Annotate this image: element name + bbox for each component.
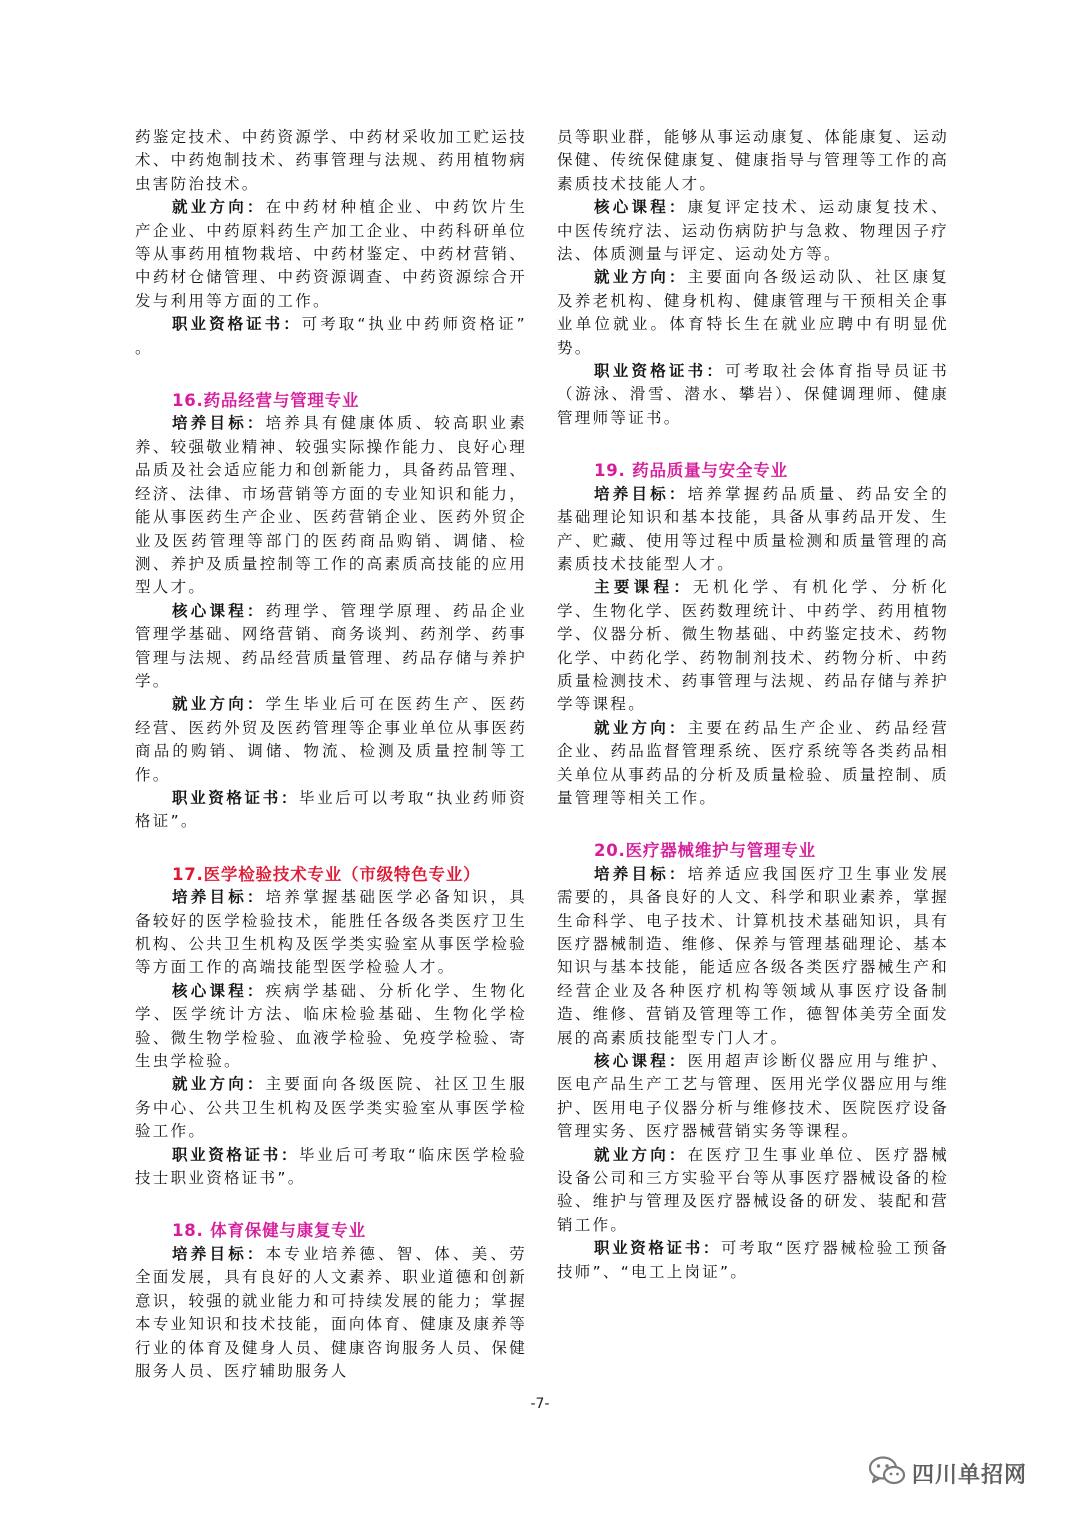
field-label: 培养目标： (172, 414, 266, 433)
section-heading-18: 18. 体育保健与康复专业 (172, 1221, 366, 1241)
field-label: 培养目标： (172, 888, 266, 907)
field-label: 职业资格证书： (594, 1239, 721, 1258)
paragraph-text: 药鉴定技术、中药资源学、中药材采收加工贮运技术、中药炮制技术、药事管理与法规、药用植物病虫害防治技术。 (135, 128, 527, 193)
field-label: 核心课程： (172, 981, 266, 1000)
employment-paragraph: 就业方向：主要在药品生产企业、药品经营企业、药品监督管理系统、医疗系统等各类药品相关单位从事药品的分析及质量检验、质量控制、质量管理等相关工作。 (557, 718, 949, 807)
field-label: 职业资格证书： (172, 788, 299, 807)
employment-paragraph: 就业方向：学生毕业后可在医药生产、医药经营、医药外贸及医药管理等企事业单位从事医药商品的购销、调储、物流、检测及质量控制等工作。 (135, 695, 527, 784)
certificate-paragraph: 职业资格证书：可考取“执业中药师资格证” 。 (135, 315, 527, 357)
field-label: 就业方向： (172, 695, 266, 714)
course-paragraph: 核心课程：疾病学基础、分析化学、生物化学、医学统计方法、临床检验基础、生物化学检验、微生物学检验、血液学检验、免疫学检验、寄生虫学检验。 (135, 981, 527, 1071)
section-heading-20: 20.医疗器械维护与管理专业 (594, 841, 816, 861)
field-label: 培养目标： (594, 864, 688, 883)
field-label: 核心课程： (172, 601, 266, 620)
field-label: 职业资格证书： (172, 1145, 299, 1164)
field-label: 就业方向： (594, 1145, 688, 1164)
field-label: 培养目标： (172, 1244, 266, 1263)
paragraph-text: 员等职业群，能够从事运动康复、体能康复、运动保健、传统保健康复、健康指导与管理等工作的高素质技术技能人才。 (557, 128, 949, 193)
section-heading-19: 19. 药品质量与安全专业 (594, 461, 788, 481)
goal-paragraph: 培养目标：培养适应我国医疗卫生事业发展需要的，具备良好的人文、科学和职业素养，掌握生命科学、电子技术、计算机技术基础知识，具有医疗器械制造、维修、保养与管理基础理论、基本知识与基本技能，能适应各级各类医疗器械生产和经营企业及各种医疗机构等领域从事医疗设备制造、维修、营销及管理等工作，德智体美劳全面发展的高素质技能型专门人才。 (557, 864, 949, 1047)
field-label: 职业资格证书： (594, 362, 726, 381)
left-column (135, 126, 527, 1383)
certificate-paragraph: 职业资格证书：可考取“医疗器械检验工预备技师”、“电工上岗证”。 (557, 1239, 949, 1281)
right-column (557, 126, 949, 1284)
field-label: 就业方向： (172, 198, 266, 217)
field-label: 就业方向： (594, 268, 688, 287)
wechat-icon (868, 1455, 906, 1491)
certificate-paragraph: 职业资格证书：毕业后可考取“临床医学检验技士职业资格证书”。 (135, 1145, 527, 1188)
field-label: 职业资格证书： (172, 315, 302, 334)
employment-paragraph: 就业方向：主要面向各级医院、社区卫生服务中心、公共卫生机构及医学类实验室从事医学检验工作。 (135, 1075, 527, 1141)
course-paragraph: 主要课程：无机化学、有机化学、分析化学、生物化学、医药数理统计、中药学、药用植物学、仪器分析、微生物基础、中药鉴定技术、药物化学、中药化学、药物制剂技术、药物分析、中药质量检测技术、药事管理与法规、药品存储与养护学等课程。 (557, 578, 949, 714)
section-heading-16: 16.药品经营与管理专业 (172, 391, 360, 411)
course-paragraph: 核心课程：医用超声诊断仪器应用与维护、医电产品生产工艺与管理、医用光学仪器应用与维护、医用电子仪器分析与维修技术、医院医疗设备管理实务、医疗器械营销实务等课程。 (557, 1052, 949, 1141)
goal-paragraph: 培养目标：培养掌握药品质量、药品安全的基础理论知识和基本技能，具备从事药品开发、生产、贮藏、使用等过程中质量检测和质量管理的高素质技术技能型人才。 (557, 484, 949, 573)
field-label: 主要课程： (594, 578, 694, 597)
certificate-paragraph: 职业资格证书：可考取社会体育指导员证书（游泳、滑雪、潜水、攀岩）、保健调理师、健康管理师等证书。 (557, 362, 949, 427)
field-label: 就业方向： (594, 718, 688, 737)
employment-paragraph: 就业方向：在中药材种植企业、中药饮片生产企业、中药原料药生产加工企业、中药科研单位等从事药用植物栽培、中药材鉴定、中药材营销、中药材仓储管理、中药资源调查、中药资源综合开发与利用等方面的工作。 (135, 198, 527, 310)
section-heading-17: 17.医学检验技术专业（市级特色专业） (172, 864, 481, 884)
field-label: 核心课程： (594, 198, 688, 217)
goal-paragraph: 培养目标：培养掌握基础医学必备知识，具备较好的医学检验技术，能胜任各级各类医疗卫生机构、公共卫生机构及医学类实验室从事医学检验等方面工作的高端技能型医学检验人才。 (135, 888, 527, 977)
certificate-paragraph: 职业资格证书：毕业后可以考取“执业药师资格证”。 (135, 788, 527, 831)
page-number: -7- (530, 1396, 550, 1412)
employment-paragraph: 就业方向：主要面向各级运动队、社区康复及养老机构、健身机构、健康管理与干预相关企事业单位就业。体育特长生在就业应聘中有明显优势。 (557, 268, 949, 357)
watermark-text: 四川单招网 (912, 1462, 1028, 1488)
employment-paragraph: 就业方向：在医疗卫生事业单位、医疗器械设备公司和三方实验平台等从事医疗器械设备的检验、维护与管理及医疗器械设备的研发、装配和营销工作。 (557, 1145, 949, 1234)
field-label: 核心课程： (594, 1052, 688, 1071)
field-label: 就业方向： (172, 1075, 266, 1094)
course-paragraph: 核心课程：康复评定技术、运动康复技术、中医传统疗法、运动伤病防护与急救、物理因子疗法、体质测量与评定、运动处方等。 (557, 198, 949, 264)
field-label: 培养目标： (594, 484, 688, 503)
watermark (868, 1455, 1027, 1491)
goal-paragraph: 培养目标：本专业培养德、智、体、美、劳全面发展，具有良好的人文素养、职业道德和创新意识，较强的就业能力和可持续发展的能力；掌握本专业知识和技术技能，面向体育、健康及康养等行业的体育及健身人员、健康咨询服务人员、保健服务人员、医疗辅助服务人 (135, 1244, 527, 1380)
course-paragraph: 核心课程：药理学、管理学原理、药品企业管理学基础、网络营销、商务谈判、药剂学、药事管理与法规、药品经营质量管理、药品存储与养护学。 (135, 601, 527, 690)
goal-paragraph: 培养目标：培养具有健康体质、较高职业素养、较强敬业精神、较强实际操作能力、良好心理品质及社会适应能力和创新能力，具备药品管理、经济、法律、市场营销等方面的专业知识和能力，能从事医药生产企业、医药营销企业、医药外贸企业及医药管理等部门的医药商品购销、调储、检测、养护及质量控制等工作的高素质高技能的应用型人才。 (135, 414, 527, 597)
